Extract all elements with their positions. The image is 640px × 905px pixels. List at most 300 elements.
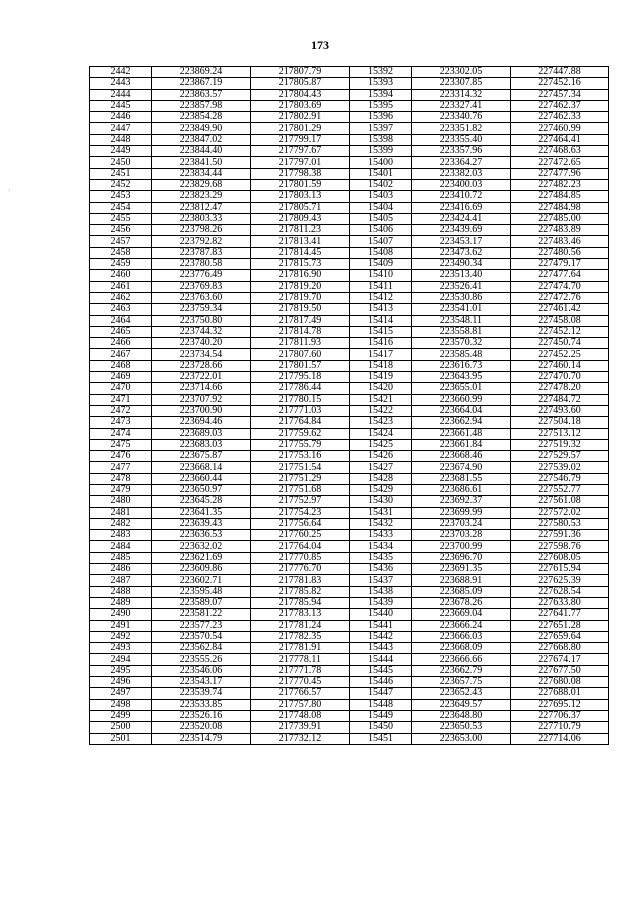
y-coordinate-2-cell: 227479.17	[511, 259, 609, 270]
y-coordinate-2-cell: 227572.02	[511, 507, 609, 518]
y-coordinate-cell: 217766.57	[251, 688, 350, 699]
table-row	[90, 146, 609, 157]
y-coordinate-2-cell: 227478.20	[511, 383, 609, 394]
x-coordinate-cell: 223546.06	[152, 665, 251, 676]
point-id-cell: 2487	[90, 575, 152, 586]
x-coordinate-cell: 223834.44	[152, 168, 251, 179]
table-row	[90, 225, 609, 236]
point-id-2-cell: 15419	[350, 372, 412, 383]
point-id-2-cell: 15449	[350, 710, 412, 721]
x-coordinate-cell: 223675.87	[152, 451, 251, 462]
x-coordinate-2-cell: 223351.82	[412, 123, 511, 134]
point-id-2-cell: 15410	[350, 270, 412, 281]
x-coordinate-2-cell: 223453.17	[412, 236, 511, 247]
point-id-2-cell: 15405	[350, 213, 412, 224]
x-coordinate-2-cell: 223681.55	[412, 473, 511, 484]
point-id-2-cell: 15421	[350, 394, 412, 405]
y-coordinate-cell: 217754.23	[251, 507, 350, 518]
x-coordinate-2-cell: 223570.32	[412, 338, 511, 349]
table-row	[90, 530, 609, 541]
x-coordinate-cell: 223650.97	[152, 484, 251, 495]
x-coordinate-cell: 223581.22	[152, 609, 251, 620]
y-coordinate-2-cell: 227483.46	[511, 236, 609, 247]
point-id-2-cell: 15433	[350, 530, 412, 541]
x-coordinate-cell: 223683.03	[152, 439, 251, 450]
x-coordinate-cell: 223812.47	[152, 202, 251, 213]
y-coordinate-cell: 217781.91	[251, 643, 350, 654]
point-id-2-cell: 15444	[350, 654, 412, 665]
x-coordinate-2-cell: 223424.41	[412, 213, 511, 224]
point-id-2-cell: 15424	[350, 428, 412, 439]
point-id-2-cell: 15398	[350, 134, 412, 145]
y-coordinate-2-cell: 227591.36	[511, 530, 609, 541]
point-id-2-cell: 15407	[350, 236, 412, 247]
y-coordinate-2-cell: 227452.12	[511, 326, 609, 337]
point-id-cell: 2463	[90, 304, 152, 315]
table-row	[90, 451, 609, 462]
point-id-cell: 2444	[90, 89, 152, 100]
y-coordinate-cell: 217771.03	[251, 405, 350, 416]
table-row	[90, 654, 609, 665]
x-coordinate-cell: 223787.83	[152, 247, 251, 258]
point-id-2-cell: 15428	[350, 473, 412, 484]
y-coordinate-2-cell: 227460.14	[511, 360, 609, 371]
x-coordinate-2-cell: 223307.85	[412, 78, 511, 89]
point-id-cell: 2452	[90, 179, 152, 190]
table-row	[90, 281, 609, 292]
table-row	[90, 259, 609, 270]
table-row	[90, 112, 609, 123]
point-id-2-cell: 15415	[350, 326, 412, 337]
point-id-2-cell: 15404	[350, 202, 412, 213]
point-id-cell: 2486	[90, 564, 152, 575]
point-id-cell: 2497	[90, 688, 152, 699]
x-coordinate-2-cell: 223660.99	[412, 394, 511, 405]
x-coordinate-cell: 223849.90	[152, 123, 251, 134]
y-coordinate-cell: 217811.93	[251, 338, 350, 349]
x-coordinate-cell: 223847.02	[152, 134, 251, 145]
x-coordinate-cell: 223645.28	[152, 496, 251, 507]
y-coordinate-2-cell: 227706.37	[511, 710, 609, 721]
point-id-2-cell: 15413	[350, 304, 412, 315]
x-coordinate-cell: 223798.26	[152, 225, 251, 236]
x-coordinate-cell: 223714.66	[152, 383, 251, 394]
x-coordinate-2-cell: 223666.03	[412, 631, 511, 642]
table-row	[90, 213, 609, 224]
x-coordinate-2-cell: 223548.11	[412, 315, 511, 326]
y-coordinate-2-cell: 227561.08	[511, 496, 609, 507]
y-coordinate-cell: 217770.85	[251, 552, 350, 563]
y-coordinate-2-cell: 227680.08	[511, 677, 609, 688]
y-coordinate-cell: 217751.54	[251, 462, 350, 473]
coordinates-table	[89, 66, 609, 745]
y-coordinate-2-cell: 227677.50	[511, 665, 609, 676]
y-coordinate-cell: 217751.68	[251, 484, 350, 495]
point-id-2-cell: 15441	[350, 620, 412, 631]
table-row	[90, 315, 609, 326]
x-coordinate-cell: 223526.16	[152, 710, 251, 721]
point-id-cell: 2458	[90, 247, 152, 258]
y-coordinate-2-cell: 227628.54	[511, 586, 609, 597]
y-coordinate-cell: 217819.70	[251, 292, 350, 303]
x-coordinate-cell: 223844.40	[152, 146, 251, 157]
coordinates-table-body	[90, 67, 609, 745]
y-coordinate-2-cell: 227484.98	[511, 202, 609, 213]
point-id-cell: 2451	[90, 168, 152, 179]
point-id-2-cell: 15440	[350, 609, 412, 620]
point-id-cell: 2481	[90, 507, 152, 518]
point-id-cell: 2492	[90, 631, 152, 642]
y-coordinate-2-cell: 227668.80	[511, 643, 609, 654]
y-coordinate-cell: 217755.79	[251, 439, 350, 450]
x-coordinate-2-cell: 223649.57	[412, 699, 511, 710]
x-coordinate-cell: 223854.28	[152, 112, 251, 123]
x-coordinate-cell: 223694.46	[152, 417, 251, 428]
point-id-2-cell: 15445	[350, 665, 412, 676]
point-id-2-cell: 15451	[350, 733, 412, 744]
x-coordinate-2-cell: 223661.48	[412, 428, 511, 439]
point-id-cell: 2484	[90, 541, 152, 552]
x-coordinate-2-cell: 223692.37	[412, 496, 511, 507]
point-id-2-cell: 15393	[350, 78, 412, 89]
point-id-2-cell: 15417	[350, 349, 412, 360]
x-coordinate-2-cell: 223643.95	[412, 372, 511, 383]
y-coordinate-cell: 217778.11	[251, 654, 350, 665]
point-id-cell: 2447	[90, 123, 152, 134]
point-id-2-cell: 15395	[350, 100, 412, 111]
x-coordinate-2-cell: 223691.35	[412, 564, 511, 575]
y-coordinate-cell: 217805.87	[251, 78, 350, 89]
table-row	[90, 326, 609, 337]
x-coordinate-cell: 223589.07	[152, 597, 251, 608]
point-id-2-cell: 15408	[350, 247, 412, 258]
point-id-2-cell: 15439	[350, 597, 412, 608]
point-id-2-cell: 15394	[350, 89, 412, 100]
point-id-2-cell: 15432	[350, 518, 412, 529]
y-coordinate-cell: 217759.62	[251, 428, 350, 439]
x-coordinate-2-cell: 223668.09	[412, 643, 511, 654]
y-coordinate-2-cell: 227485.00	[511, 213, 609, 224]
y-coordinate-cell: 217801.57	[251, 360, 350, 371]
x-coordinate-cell: 223867.19	[152, 78, 251, 89]
point-id-cell: 2478	[90, 473, 152, 484]
table-row	[90, 631, 609, 642]
point-id-cell: 2493	[90, 643, 152, 654]
x-coordinate-2-cell: 223364.27	[412, 157, 511, 168]
y-coordinate-2-cell: 227452.25	[511, 349, 609, 360]
point-id-cell: 2490	[90, 609, 152, 620]
point-id-cell: 2475	[90, 439, 152, 450]
y-coordinate-cell: 217785.82	[251, 586, 350, 597]
y-coordinate-cell: 217815.73	[251, 259, 350, 270]
table-row	[90, 134, 609, 145]
table-row	[90, 722, 609, 733]
point-id-cell: 2479	[90, 484, 152, 495]
y-coordinate-cell: 217753.16	[251, 451, 350, 462]
point-id-cell: 2470	[90, 383, 152, 394]
table-row	[90, 507, 609, 518]
y-coordinate-cell: 217739.91	[251, 722, 350, 733]
y-coordinate-2-cell: 227472.76	[511, 292, 609, 303]
point-id-2-cell: 15396	[350, 112, 412, 123]
y-coordinate-cell: 217807.60	[251, 349, 350, 360]
y-coordinate-2-cell: 227462.33	[511, 112, 609, 123]
table-row	[90, 665, 609, 676]
y-coordinate-2-cell: 227477.64	[511, 270, 609, 281]
y-coordinate-2-cell: 227688.01	[511, 688, 609, 699]
table-row	[90, 518, 609, 529]
x-coordinate-2-cell: 223526.41	[412, 281, 511, 292]
table-row	[90, 428, 609, 439]
x-coordinate-2-cell: 223530.86	[412, 292, 511, 303]
y-coordinate-cell: 217771.78	[251, 665, 350, 676]
y-coordinate-cell: 217819.50	[251, 304, 350, 315]
y-coordinate-cell: 217776.70	[251, 564, 350, 575]
point-id-2-cell: 15450	[350, 722, 412, 733]
point-id-cell: 2462	[90, 292, 152, 303]
x-coordinate-cell: 223803.33	[152, 213, 251, 224]
point-id-2-cell: 15425	[350, 439, 412, 450]
y-coordinate-2-cell: 227504.18	[511, 417, 609, 428]
y-coordinate-cell: 217799.17	[251, 134, 350, 145]
table-row	[90, 496, 609, 507]
table-row	[90, 473, 609, 484]
y-coordinate-cell: 217801.29	[251, 123, 350, 134]
x-coordinate-2-cell: 223662.79	[412, 665, 511, 676]
y-coordinate-cell: 217819.20	[251, 281, 350, 292]
point-id-cell: 2472	[90, 405, 152, 416]
point-id-cell: 2496	[90, 677, 152, 688]
point-id-2-cell: 15418	[350, 360, 412, 371]
y-coordinate-cell: 217816.90	[251, 270, 350, 281]
point-id-2-cell: 15420	[350, 383, 412, 394]
x-coordinate-cell: 223776.49	[152, 270, 251, 281]
y-coordinate-2-cell: 227457.34	[511, 89, 609, 100]
x-coordinate-cell: 223632.02	[152, 541, 251, 552]
y-coordinate-cell: 217795.18	[251, 372, 350, 383]
y-coordinate-2-cell: 227513.12	[511, 428, 609, 439]
point-id-cell: 2457	[90, 236, 152, 247]
table-row	[90, 564, 609, 575]
table-row	[90, 247, 609, 258]
y-coordinate-2-cell: 227615.94	[511, 564, 609, 575]
table-row	[90, 338, 609, 349]
y-coordinate-cell: 217811.23	[251, 225, 350, 236]
point-id-cell: 2453	[90, 191, 152, 202]
y-coordinate-2-cell: 227493.60	[511, 405, 609, 416]
page-number: 173	[311, 38, 329, 52]
x-coordinate-cell: 223539.74	[152, 688, 251, 699]
y-coordinate-cell: 217803.13	[251, 191, 350, 202]
table-row	[90, 462, 609, 473]
x-coordinate-2-cell: 223473.62	[412, 247, 511, 258]
y-coordinate-cell: 217803.69	[251, 100, 350, 111]
x-coordinate-cell: 223857.98	[152, 100, 251, 111]
x-coordinate-cell: 223841.50	[152, 157, 251, 168]
y-coordinate-cell: 217814.78	[251, 326, 350, 337]
x-coordinate-2-cell: 223696.70	[412, 552, 511, 563]
table-row	[90, 78, 609, 89]
x-coordinate-2-cell: 223382.03	[412, 168, 511, 179]
y-coordinate-2-cell: 227546.79	[511, 473, 609, 484]
point-id-2-cell: 15403	[350, 191, 412, 202]
y-coordinate-cell: 217804.43	[251, 89, 350, 100]
x-coordinate-2-cell: 223664.04	[412, 405, 511, 416]
y-coordinate-2-cell: 227608.05	[511, 552, 609, 563]
y-coordinate-cell: 217756.64	[251, 518, 350, 529]
point-id-cell: 2480	[90, 496, 152, 507]
y-coordinate-2-cell: 227458.08	[511, 315, 609, 326]
point-id-2-cell: 15399	[350, 146, 412, 157]
y-coordinate-cell: 217802.91	[251, 112, 350, 123]
x-coordinate-cell: 223792.82	[152, 236, 251, 247]
y-coordinate-cell: 217798.38	[251, 168, 350, 179]
point-id-cell: 2468	[90, 360, 152, 371]
point-id-cell: 2454	[90, 202, 152, 213]
y-coordinate-cell: 217805.71	[251, 202, 350, 213]
point-id-2-cell: 15409	[350, 259, 412, 270]
table-row	[90, 586, 609, 597]
y-coordinate-2-cell: 227484.85	[511, 191, 609, 202]
point-id-cell: 2459	[90, 259, 152, 270]
x-coordinate-cell: 223602.71	[152, 575, 251, 586]
point-id-cell: 2467	[90, 349, 152, 360]
point-id-2-cell: 15438	[350, 586, 412, 597]
x-coordinate-cell: 223750.80	[152, 315, 251, 326]
table-row	[90, 89, 609, 100]
y-coordinate-cell: 217801.59	[251, 179, 350, 190]
table-row	[90, 394, 609, 405]
x-coordinate-2-cell: 223699.99	[412, 507, 511, 518]
y-coordinate-2-cell: 227484.72	[511, 394, 609, 405]
point-id-2-cell: 15422	[350, 405, 412, 416]
x-coordinate-2-cell: 223400.03	[412, 179, 511, 190]
table-row	[90, 609, 609, 620]
x-coordinate-2-cell: 223666.24	[412, 620, 511, 631]
y-coordinate-cell: 217764.84	[251, 417, 350, 428]
y-coordinate-2-cell: 227460.99	[511, 123, 609, 134]
y-coordinate-2-cell: 227477.96	[511, 168, 609, 179]
y-coordinate-cell: 217809.43	[251, 213, 350, 224]
y-coordinate-2-cell: 227539.02	[511, 462, 609, 473]
y-coordinate-2-cell: 227695.12	[511, 699, 609, 710]
x-coordinate-cell: 223668.14	[152, 462, 251, 473]
y-coordinate-2-cell: 227480.56	[511, 247, 609, 258]
point-id-2-cell: 15448	[350, 699, 412, 710]
y-coordinate-2-cell: 227461.42	[511, 304, 609, 315]
table-row	[90, 417, 609, 428]
y-coordinate-2-cell: 227641.77	[511, 609, 609, 620]
x-coordinate-cell: 223577.23	[152, 620, 251, 631]
point-id-cell: 2443	[90, 78, 152, 89]
point-id-cell: 2476	[90, 451, 152, 462]
point-id-2-cell: 15430	[350, 496, 412, 507]
point-id-2-cell: 15434	[350, 541, 412, 552]
x-coordinate-2-cell: 223340.76	[412, 112, 511, 123]
margin-mark: ·	[8, 186, 11, 195]
y-coordinate-cell: 217814.45	[251, 247, 350, 258]
x-coordinate-2-cell: 223686.61	[412, 484, 511, 495]
x-coordinate-cell: 223562.84	[152, 643, 251, 654]
point-id-cell: 2495	[90, 665, 152, 676]
point-id-cell: 2455	[90, 213, 152, 224]
y-coordinate-cell: 217757.80	[251, 699, 350, 710]
x-coordinate-2-cell: 223703.24	[412, 518, 511, 529]
table-row	[90, 236, 609, 247]
x-coordinate-2-cell: 223674.90	[412, 462, 511, 473]
y-coordinate-2-cell: 227474.70	[511, 281, 609, 292]
x-coordinate-2-cell: 223685.09	[412, 586, 511, 597]
point-id-2-cell: 15436	[350, 564, 412, 575]
y-coordinate-2-cell: 227633.80	[511, 597, 609, 608]
point-id-2-cell: 15429	[350, 484, 412, 495]
y-coordinate-cell: 217782.35	[251, 631, 350, 642]
x-coordinate-2-cell: 223648.80	[412, 710, 511, 721]
y-coordinate-2-cell: 227580.53	[511, 518, 609, 529]
x-coordinate-cell: 223763.60	[152, 292, 251, 303]
point-id-cell: 2501	[90, 733, 152, 744]
x-coordinate-cell: 223707.92	[152, 394, 251, 405]
table-row	[90, 677, 609, 688]
x-coordinate-2-cell: 223355.40	[412, 134, 511, 145]
x-coordinate-2-cell: 223652.43	[412, 688, 511, 699]
y-coordinate-cell: 217760.25	[251, 530, 350, 541]
point-id-2-cell: 15411	[350, 281, 412, 292]
x-coordinate-cell: 223728.66	[152, 360, 251, 371]
table-row	[90, 179, 609, 190]
x-coordinate-cell: 223520.08	[152, 722, 251, 733]
x-coordinate-cell: 223660.44	[152, 473, 251, 484]
table-row	[90, 292, 609, 303]
point-id-2-cell: 15443	[350, 643, 412, 654]
x-coordinate-2-cell: 223653.00	[412, 733, 511, 744]
table-row	[90, 733, 609, 744]
point-id-2-cell: 15423	[350, 417, 412, 428]
table-row	[90, 168, 609, 179]
y-coordinate-2-cell: 227625.39	[511, 575, 609, 586]
point-id-2-cell: 15397	[350, 123, 412, 134]
x-coordinate-cell: 223734.54	[152, 349, 251, 360]
x-coordinate-cell: 223641.35	[152, 507, 251, 518]
table-row	[90, 484, 609, 495]
table-row	[90, 541, 609, 552]
table-row	[90, 620, 609, 631]
point-id-cell: 2460	[90, 270, 152, 281]
x-coordinate-cell: 223514.79	[152, 733, 251, 744]
point-id-cell: 2469	[90, 372, 152, 383]
x-coordinate-cell: 223744.32	[152, 326, 251, 337]
y-coordinate-cell: 217748.08	[251, 710, 350, 721]
y-coordinate-cell: 217752.97	[251, 496, 350, 507]
point-id-2-cell: 15427	[350, 462, 412, 473]
x-coordinate-cell: 223740.20	[152, 338, 251, 349]
point-id-2-cell: 15412	[350, 292, 412, 303]
x-coordinate-cell: 223555.26	[152, 654, 251, 665]
x-coordinate-cell: 223639.43	[152, 518, 251, 529]
table-row	[90, 202, 609, 213]
x-coordinate-cell: 223689.03	[152, 428, 251, 439]
x-coordinate-cell: 223769.83	[152, 281, 251, 292]
y-coordinate-cell: 217764.04	[251, 541, 350, 552]
x-coordinate-cell: 223533.85	[152, 699, 251, 710]
point-id-cell: 2448	[90, 134, 152, 145]
y-coordinate-2-cell: 227529.57	[511, 451, 609, 462]
x-coordinate-2-cell: 223668.46	[412, 451, 511, 462]
table-row	[90, 383, 609, 394]
point-id-cell: 2491	[90, 620, 152, 631]
point-id-2-cell: 15437	[350, 575, 412, 586]
table-row	[90, 100, 609, 111]
